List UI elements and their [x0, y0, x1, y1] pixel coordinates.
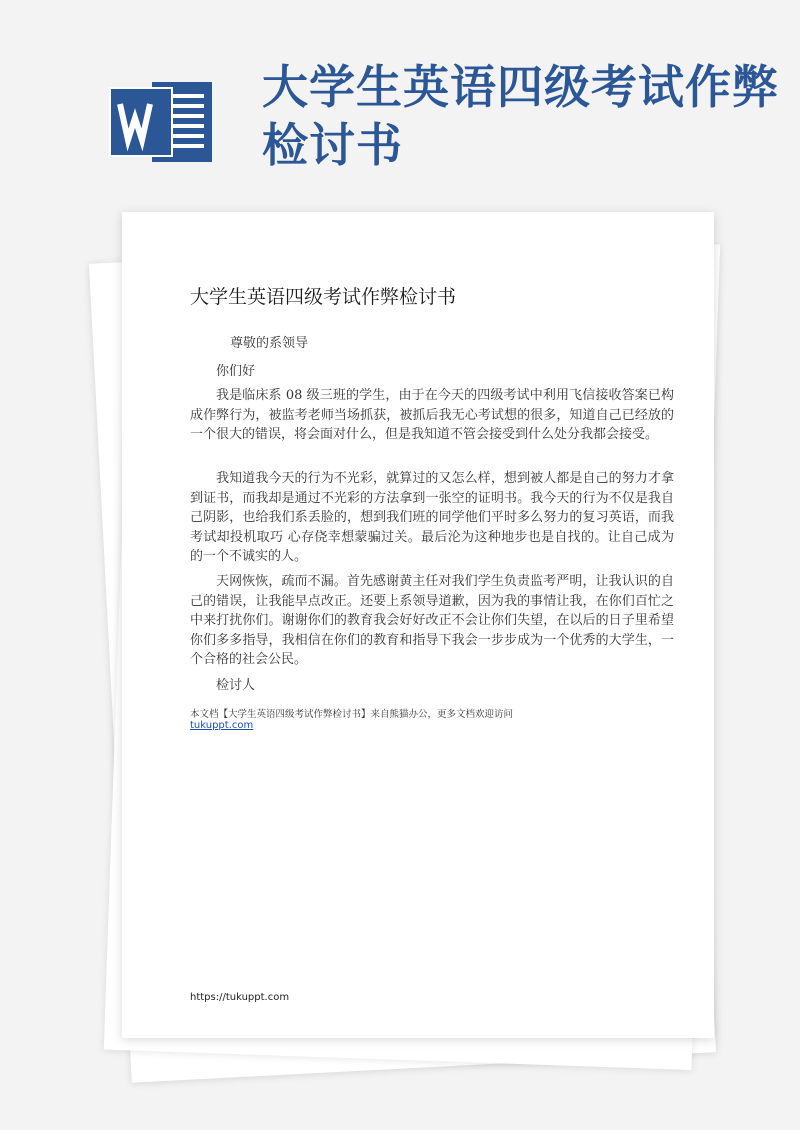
source-link[interactable]: tukuppt.com — [190, 720, 254, 731]
greeting: 你们好 — [216, 364, 256, 379]
salutation: 尊敬的系领导 — [230, 336, 309, 351]
paragraph-2: 我知道我今天的行为不光彩，就算过的又怎么样，想到被人都是自己的努力才拿到证书，而我却是通过不光彩的方法拿到一张空的证明书。我今天的行为不仅是我自己阴影，也给我们系丢脸的，想到我们班的同学他们平时多么努力的复习英语，而我考试却投机取巧 心存侥幸想蒙骗过关。最后沦为这种地步也是自找的。让自己成为的一个不诚实的人。 — [190, 471, 674, 564]
page-url[interactable]: https://tukuppt.com — [190, 992, 290, 1003]
document-page — [122, 212, 714, 1038]
word-document-icon — [108, 78, 216, 170]
paragraph-3: 天网恢恢，疏而不漏。首先感谢黄主任对我们学生负责监考严明，让我认识的自己的错误，让我能早点改正。还要上系领导道歉，因为我的事情让我，在你们百忙之中来打扰你们。谢谢你们的教育我会好好改正不会让你们失望，在以后的日子里希望你们多多指导，我相信在你们的教育和指导下我会一步步成为一个优秀的大学生，一个合格的社会公民。 — [190, 574, 674, 667]
banner-title: 大学生英语四级考试作弊检讨书 — [262, 60, 779, 172]
source-footnote: 本文档【大学生英语四级考试作弊检讨书】来自熊猫办公，更多文档欢迎访问 — [190, 709, 514, 720]
signer-label: 检讨人 — [216, 678, 256, 693]
paragraph-1: 我是临床系 08 级三班的学生，由于在今天的四级考试中利用飞信接收答案已构成作弊行为，被监考老师当场抓获，被抓后我无心考试想的很多，知道自己已经放的一个很大的错误，将会面对什么，但是我知道不管会接受到什么处分我都会接受。 — [190, 388, 674, 442]
document-title: 大学生英语四级考试作弊检讨书 — [190, 286, 457, 308]
